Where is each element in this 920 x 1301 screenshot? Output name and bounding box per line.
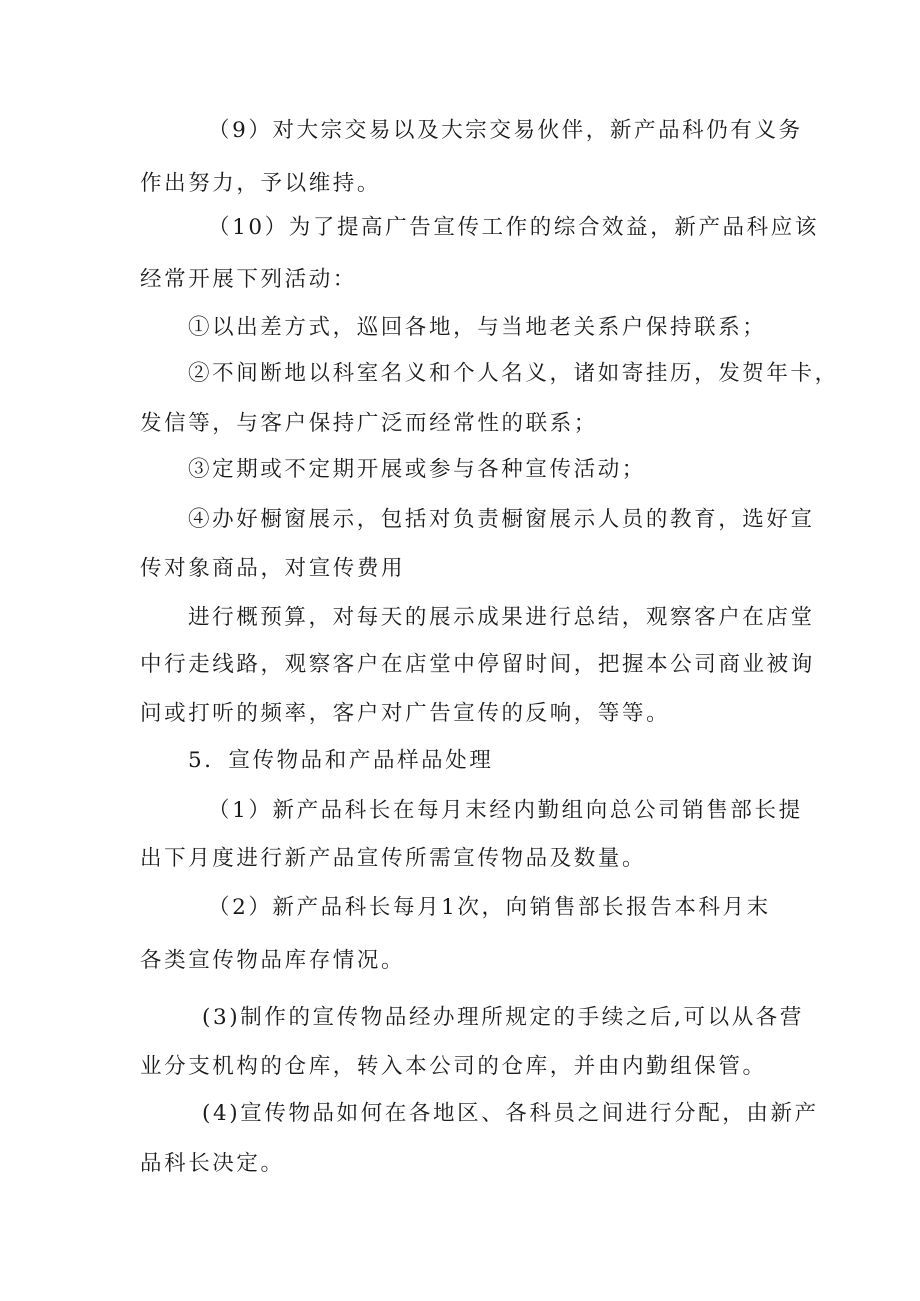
paragraph-10-line-2: 经常开展下列活动： <box>140 267 357 292</box>
activity-4-continued-line-2: 中行走线路，观察客户在店堂中停留时间，把握本公司商业被询 <box>140 652 815 677</box>
item-2-line-2: 各类宣传物品库存情况。 <box>140 948 406 973</box>
paragraph-9-line-1: （9）对大宗交易以及大宗交易伙伴，新产品科仍有义务 <box>208 118 803 143</box>
item-3-line-1: (3)制作的宣传物品经办理所规定的手续之后,可以从各营 <box>202 1005 804 1030</box>
activity-2-line-1: ②不间断地以科室名义和个人名义，诸如寄挂历，发贺年卡， <box>188 361 839 386</box>
activity-4-continued-line-3: 问或打听的频率，客户对广告宣传的反响，等等。 <box>140 701 671 726</box>
activity-4-line-2: 传对象商品，对宣传费用 <box>140 556 406 581</box>
paragraph-10-line-1: （10）为了提高广告宣传工作的综合效益，新产品科应该 <box>208 215 819 240</box>
activity-2-line-2: 发信等，与客户保持广泛而经常性的联系； <box>140 411 598 436</box>
item-4-line-1: (4)宣传物品如何在各地区、各科员之间进行分配，由新产 <box>202 1101 819 1126</box>
item-3-line-2: 业分支机构的仓库，转入本公司的仓库，并由内勤组保管。 <box>140 1054 767 1079</box>
item-4-line-2: 品科长决定。 <box>140 1151 285 1176</box>
activity-4-continued-line-1: 进行概预算，对每天的展示成果进行总结，观察客户在店堂 <box>188 605 815 630</box>
activity-3: ③定期或不定期开展或参与各种宣传活动； <box>188 457 646 482</box>
item-2-line-1: （2）新产品科长每月1次，向销售部长报告本科月末 <box>208 895 771 920</box>
activity-4-line-1: ④办好橱窗展示，包括对负责橱窗展示人员的教育，选好宣 <box>188 507 815 532</box>
item-1-line-1: （1）新产品科长在每月末经内勤组向总公司销售部长提 <box>208 798 803 823</box>
item-1-line-2: 出下月度进行新产品宣传所需宣传物品及数量。 <box>140 846 647 871</box>
activity-1: ①以出差方式，巡回各地，与当地老关系户保持联系； <box>188 315 767 340</box>
section-5-heading: 5．宣传物品和产品样品处理 <box>188 748 494 773</box>
paragraph-9-line-2: 作出努力，予以维持。 <box>140 171 382 196</box>
